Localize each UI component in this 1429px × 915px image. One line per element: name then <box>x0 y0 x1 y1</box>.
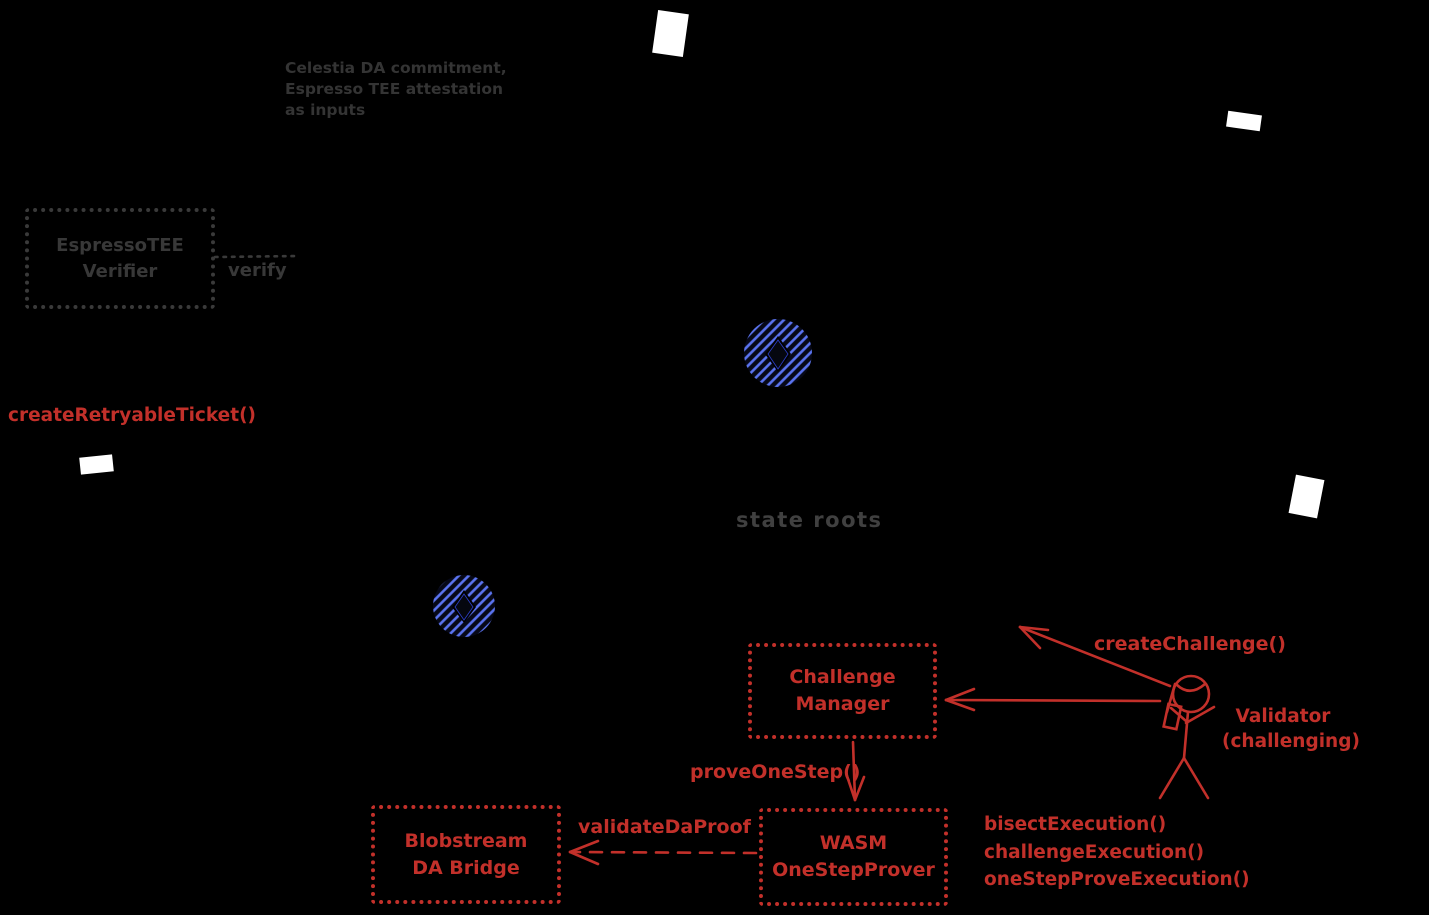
wasm-label-line1: WASM <box>819 832 888 854</box>
ethereum-icon <box>744 319 812 387</box>
one-step-prove-execution-label: oneStepProveExecution() <box>984 869 1250 890</box>
challenge-manager-node <box>748 643 937 739</box>
wasm-label-line2: OneStepProver <box>772 859 935 881</box>
celestia-inputs-annotation <box>285 58 507 121</box>
celestia-inputs-line2: Espresso TEE attestation <box>285 80 503 98</box>
challenge-execution-label: challengeExecution() <box>984 841 1205 863</box>
ethereum-icon <box>433 575 495 637</box>
document-label-icon <box>79 454 114 474</box>
challenge-arrow <box>946 689 1160 710</box>
celestia-inputs-line1: Celestia DA commitment, <box>285 59 507 77</box>
challenge-manager-label-line2: Manager <box>795 693 890 715</box>
document-page-icon <box>652 10 689 57</box>
espresso-tee-verifier-node <box>25 208 215 309</box>
create-challenge-label: createChallenge() <box>1094 633 1286 655</box>
validator-label <box>1222 704 1360 754</box>
espresso-tee-verifier-label-line1: EspressoTEE <box>56 234 184 256</box>
validator-label-line2: (challenging) <box>1222 731 1360 752</box>
wasm-one-step-prover-node <box>759 808 948 906</box>
verify-label: verify <box>228 260 287 281</box>
validate-da-proof-label: validateDaProof <box>578 816 751 838</box>
prove-one-step-label: proveOneStep() <box>690 761 861 783</box>
validate-da-proof-arrow <box>570 841 756 864</box>
validator-label-line1: Validator <box>1235 706 1331 727</box>
celestia-inputs-line3: as inputs <box>285 101 366 119</box>
create-retryable-ticket-label: createRetryableTicket() <box>8 405 256 426</box>
validator-figure-icon <box>1160 676 1214 798</box>
verify-connector-line <box>215 256 297 257</box>
blobstream-label-line2: DA Bridge <box>412 856 520 879</box>
blobstream-da-bridge-node <box>371 805 561 904</box>
bisect-execution-label: bisectExecution() <box>984 814 1167 835</box>
state-roots-label: state roots <box>736 508 883 532</box>
espresso-tee-verifier-label-line2: Verifier <box>82 260 158 282</box>
execution-functions-label <box>984 811 1250 894</box>
blobstream-label-line1: Blobstream <box>404 829 528 852</box>
challenge-manager-label-line1: Challenge <box>789 666 896 688</box>
